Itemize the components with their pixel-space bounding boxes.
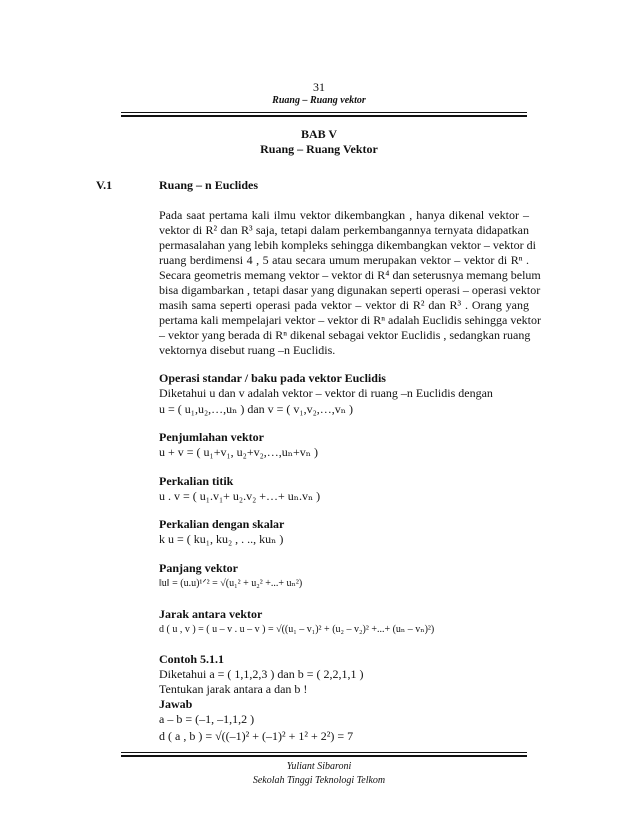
example-heading: Contoh 5.1.1 — [159, 652, 225, 666]
example-given: Diketahui a = ( 1,1,2,3 ) dan b = ( 2,2,1,1 ) — [159, 667, 364, 681]
answer-step-2: d ( a , b ) = √((–1)² + (–1)² + 1² + 2²) = 7 — [159, 729, 354, 743]
paragraph-line: Secara geometris memang vektor – vektor di R⁴ dan seterusnya memang belum — [159, 268, 541, 282]
length-heading: Panjang vektor — [159, 561, 238, 575]
addition-formula: u + v = ( u₁+v₁, u₂+v₂,…,uₙ+vₙ ) — [159, 445, 318, 459]
dot-product-formula: u . v = ( u₁.v₁+ u₂.v₂ +…+ uₙ.vₙ ) — [159, 489, 321, 503]
paragraph-line: bisa digambarkan , tetapi dasar yang digunakan seperti operasi – operasi vektor — [159, 283, 541, 297]
chapter-title: Ruang – Ruang Vektor — [260, 142, 378, 156]
footer-author: Yuliant Sibaroni — [286, 761, 352, 772]
distance-formula: d ( u , v ) = ( u – v . u – v ) = √((u₁ – v₁)² + (u₂ – v₂)² +...+ (uₙ – vₙ)²) — [159, 624, 435, 635]
section-title: Ruang – n Euclides — [159, 178, 259, 192]
paragraph-line: pertama kali mempelajari vektor – vektor di Rⁿ adalah Euclidis sehingga vektor — [159, 313, 541, 327]
addition-heading: Penjumlahan vektor — [159, 430, 264, 444]
header-rule — [121, 112, 527, 117]
scalar-heading: Perkalian dengan skalar — [159, 517, 285, 531]
dot-product-heading: Perkalian titik — [159, 474, 234, 488]
paragraph-line: permasalahan yang lebih kompleks sehingga dikembangkan vektor – vektor di — [159, 238, 536, 252]
chapter-label: BAB V — [300, 127, 338, 141]
example-task: Tentukan jarak antara a dan b ! — [159, 682, 308, 696]
answer-step-1: a – b = (–1, –1,1,2 ) — [159, 712, 255, 726]
paragraph-line: ruang berdimensi 4 , 5 atau secara umum merupakan vektor – vektor di Rⁿ . — [159, 253, 529, 267]
paragraph-line: masih sama seperti operasi pada vektor – vektor di R² dan R³ . Orang yang — [159, 298, 529, 312]
ops-definition: u = ( u₁,u₂,…,uₙ ) dan v = ( v₁,v₂,…,vₙ ) — [159, 402, 353, 416]
ops-intro: Diketahui u dan v adalah vektor – vektor di ruang –n Euclidis dengan — [159, 386, 493, 400]
running-header: Ruang – Ruang vektor — [272, 95, 366, 106]
paragraph-line: vektor di R² dan R³ saja, tetapi dalam perkembangannya ternyata didapatkan — [159, 223, 529, 237]
footer-rule — [121, 752, 527, 757]
answer-heading: Jawab — [159, 697, 193, 711]
section-number: V.1 — [96, 178, 113, 192]
page-number: 31 — [313, 80, 325, 94]
paragraph-line: Pada saat pertama kali ilmu vektor dikembangkan , hanya dikenal vektor – — [159, 208, 529, 222]
paragraph-line: – vektor yang berada di Rⁿ dikenal sebagai vektor Euclidis , sedangkan ruang — [159, 328, 531, 342]
ops-heading: Operasi standar / baku pada vektor Euclidis — [159, 371, 386, 385]
paragraph-line: vektornya disebut ruang –n Euclidis. — [159, 343, 336, 357]
scalar-formula: k u = ( ku₁, ku₂ , . .., kuₙ ) — [159, 532, 284, 546]
footer-institution: Sekolah Tinggi Teknologi Telkom — [252, 775, 386, 786]
distance-heading: Jarak antara vektor — [159, 607, 263, 621]
length-formula: ‖u‖ = (u.u)¹ᐟ² = √(u₁² + u₂² +...+ uₙ²) — [159, 578, 303, 589]
